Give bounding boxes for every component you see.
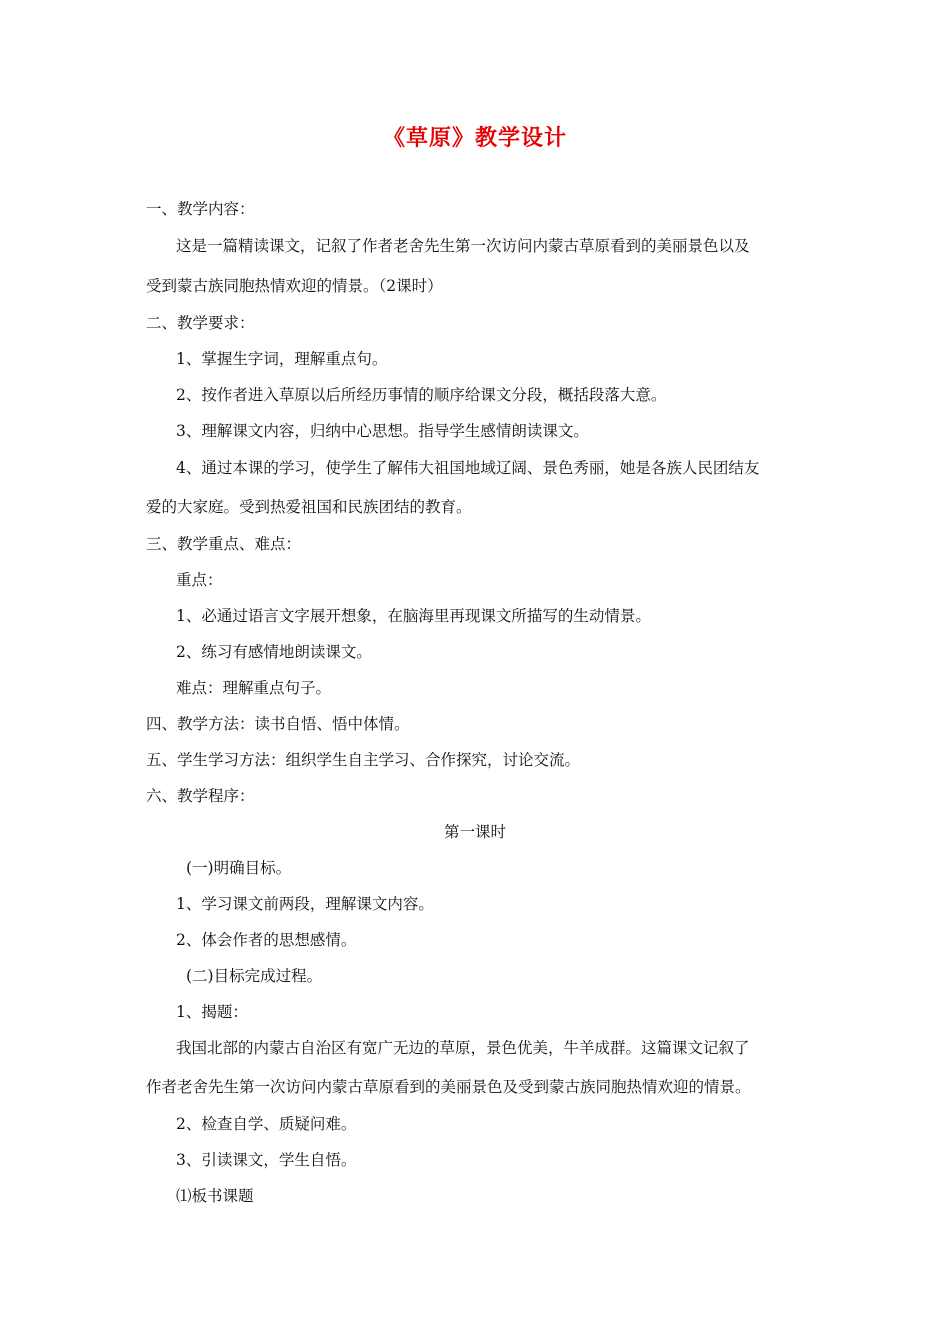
paragraph-line: 我国北部的内蒙古自治区有宽广无边的草原，景色优美，牛羊成群。这篇课文记叙了 bbox=[176, 1039, 750, 1057]
list-item: ⑴板书课题 bbox=[176, 1187, 254, 1205]
document-title: 《草原》教学设计 bbox=[382, 126, 567, 151]
section-heading-methods: 四、教学方法：读书自悟、悟中体情。 bbox=[146, 715, 410, 733]
list-item: 2、按作者进入草原以后所经历事情的顺序给课文分段，概括段落大意。 bbox=[176, 386, 667, 404]
list-item: 1、掌握生字词，理解重点句。 bbox=[176, 350, 388, 368]
list-item: 2、练习有感情地朗读课文。 bbox=[176, 643, 372, 661]
section-heading-key-points: 三、教学重点、难点： bbox=[146, 535, 302, 553]
list-item: 4、通过本课的学习，使学生了解伟大祖国地域辽阔、景色秀丽，她是各族人民团结友 bbox=[176, 459, 760, 477]
paragraph-line: 这是一篇精读课文，记叙了作者老舍先生第一次访问内蒙古草原看到的美丽景色以及 bbox=[176, 237, 750, 255]
section-heading-content: 一、教学内容： bbox=[146, 200, 255, 218]
subheading-goals: (一)明确目标。 bbox=[186, 859, 292, 877]
list-item: 1、必通过语言文字展开想象，在脑海里再现课文所描写的生动情景。 bbox=[176, 607, 651, 625]
section-heading-learning-methods: 五、学生学习方法：组织学生自主学习、合作探究，讨论交流。 bbox=[146, 751, 581, 769]
subheading-difficulty: 难点：理解重点句子。 bbox=[176, 679, 332, 697]
list-item: 1、学习课文前两段，理解课文内容。 bbox=[176, 895, 434, 913]
list-item: 1、揭题： bbox=[176, 1003, 248, 1021]
section-heading-requirements: 二、教学要求： bbox=[146, 314, 255, 332]
list-item: 3、引读课文，学生自悟。 bbox=[176, 1151, 357, 1169]
list-item: 2、体会作者的思想感情。 bbox=[176, 931, 357, 949]
section-heading-procedure: 六、教学程序： bbox=[146, 787, 255, 805]
subheading-process: (二)目标完成过程。 bbox=[186, 967, 323, 985]
subheading-key: 重点： bbox=[176, 571, 223, 589]
list-item: 2、检查自学、质疑问难。 bbox=[176, 1115, 357, 1133]
paragraph-line: 作者老舍先生第一次访问内蒙古草原看到的美丽景色及受到蒙古族同胞热情欢迎的情景。 bbox=[146, 1078, 751, 1096]
lesson-heading: 第一课时 bbox=[443, 823, 506, 841]
list-item: 3、理解课文内容，归纳中心思想。指导学生感情朗读课文。 bbox=[176, 422, 589, 440]
paragraph-line: 爱的大家庭。受到热爱祖国和民族团结的教育。 bbox=[146, 498, 472, 516]
paragraph-line: 受到蒙古族同胞热情欢迎的情景。（2课时） bbox=[146, 277, 443, 295]
